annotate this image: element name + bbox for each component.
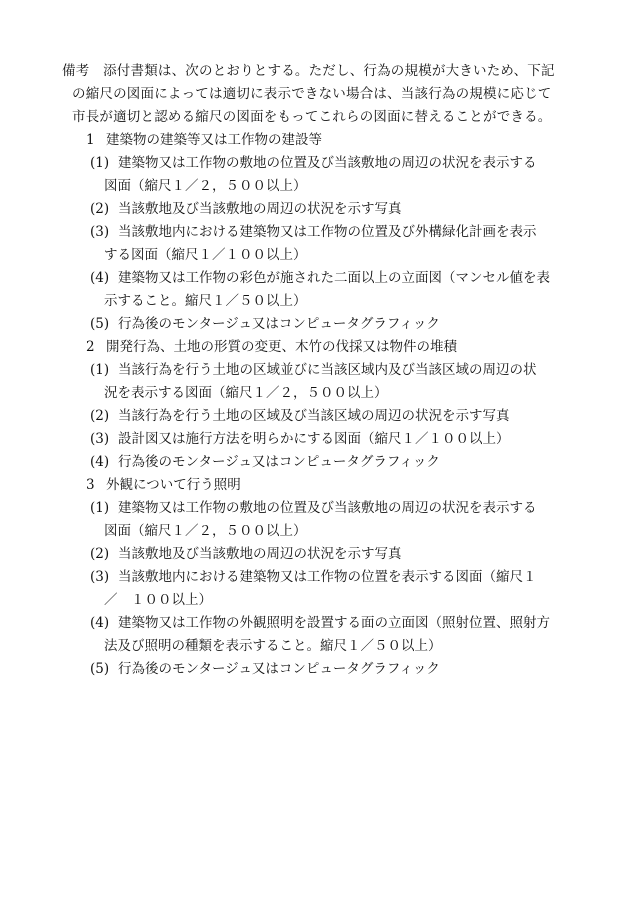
item-text: 建築物又は工作物の彩色が施された二面以上の立面図（マンセル値を表 (118, 270, 550, 286)
section-1-item-3 (90, 221, 570, 267)
section-1-item-5 (90, 313, 570, 336)
section-1-item-2 (90, 198, 570, 221)
item-number: (3) (90, 431, 110, 447)
item-number: (2) (90, 201, 110, 217)
remarks-text-1: 添付書類は、次のとおりとする。ただし、行為の規模が大きいため、下記 (103, 63, 555, 79)
section-number: 3 (86, 477, 95, 493)
item-text-cont: 示すること。縮尺１／５０以上） (104, 293, 307, 309)
item-text: 当該敷地及び当該敷地の周辺の状況を示す写真 (118, 546, 402, 562)
item-text: 建築物又は工作物の敷地の位置及び当該敷地の周辺の状況を表示する (118, 155, 537, 171)
section-title: 外観について行う照明 (106, 477, 241, 493)
item-number: (3) (90, 224, 110, 240)
item-number: (1) (90, 155, 110, 171)
section-3-item-2 (90, 543, 570, 566)
section-title: 開発行為、土地の形質の変更、木竹の伐採又は物件の堆積 (106, 339, 457, 355)
item-text: 建築物又は工作物の外観照明を設置する面の立面図（照射位置、照射方 (118, 615, 550, 631)
section-1-item-1 (90, 152, 570, 198)
item-text: 行為後のモンタージュ又はコンピュータグラフィック (118, 316, 440, 332)
section-2-item-1 (90, 359, 570, 405)
section-2-heading (86, 336, 457, 359)
item-text-cont: する図面（縮尺１／１００以上） (104, 247, 307, 263)
item-text: 当該敷地及び当該敷地の周辺の状況を示す写真 (118, 201, 402, 217)
item-text: 当該行為を行う土地の区域及び当該区域の周辺の状況を示す写真 (118, 408, 510, 424)
item-number: (2) (90, 408, 110, 424)
item-number: (5) (90, 316, 110, 332)
remarks-line-1 (62, 63, 555, 79)
item-text-cont: 図面（縮尺１／２，５００以上） (104, 178, 307, 194)
item-text: 行為後のモンタージュ又はコンピュータグラフィック (118, 454, 440, 470)
section-3-item-1 (90, 497, 570, 543)
item-text-cont: 図面（縮尺１／２，５００以上） (104, 523, 307, 539)
item-text: 当該敷地内における建築物又は工作物の位置を表示する図面（縮尺１ (118, 569, 537, 585)
section-3-item-3 (90, 566, 570, 612)
section-number: 2 (86, 339, 95, 355)
item-text: 設計図又は施行方法を明らかにする図面（縮尺１／１００以上） (118, 431, 510, 447)
section-1-item-4 (90, 267, 570, 313)
section-2-item-3 (90, 428, 570, 451)
section-1-heading (86, 129, 322, 152)
section-3-heading (86, 474, 241, 497)
section-title: 建築物の建築等又は工作物の建設等 (106, 132, 322, 148)
item-number: (4) (90, 615, 110, 631)
remarks-note (62, 60, 572, 129)
item-number: (4) (90, 454, 110, 470)
section-2-item-4 (90, 451, 570, 474)
item-text-cont: 法及び照明の種類を表示すること。縮尺１／５０以上） (104, 638, 442, 654)
item-text-cont: ／ １００以上） (104, 592, 212, 608)
item-number: (1) (90, 362, 110, 378)
remarks-line-2: の縮尺の図面によっては適切に表示できない場合は、当該行為の規模に応じて (72, 86, 552, 102)
section-number: 1 (86, 132, 95, 148)
item-number: (3) (90, 569, 110, 585)
section-3-item-4 (90, 612, 570, 658)
remarks-line-3: 市長が適切と認める縮尺の図面をもってこれらの図面に替えることができる。 (72, 109, 552, 125)
item-text: 当該敷地内における建築物又は工作物の位置及び外構緑化計画を表示 (118, 224, 537, 240)
item-text-cont: 況を表示する図面（縮尺１／２，５００以上） (104, 385, 388, 401)
remarks-lead: 備考 (62, 63, 90, 79)
section-3-item-5 (90, 658, 570, 681)
item-number: (1) (90, 500, 110, 516)
item-text: 当該行為を行う土地の区域並びに当該区域内及び当該区域の周辺の状 (118, 362, 537, 378)
section-2-item-2 (90, 405, 570, 428)
item-text: 建築物又は工作物の敷地の位置及び当該敷地の周辺の状況を表示する (118, 500, 537, 516)
item-text: 行為後のモンタージュ又はコンピュータグラフィック (118, 661, 440, 677)
item-number: (4) (90, 270, 110, 286)
item-number: (2) (90, 546, 110, 562)
item-number: (5) (90, 661, 110, 677)
